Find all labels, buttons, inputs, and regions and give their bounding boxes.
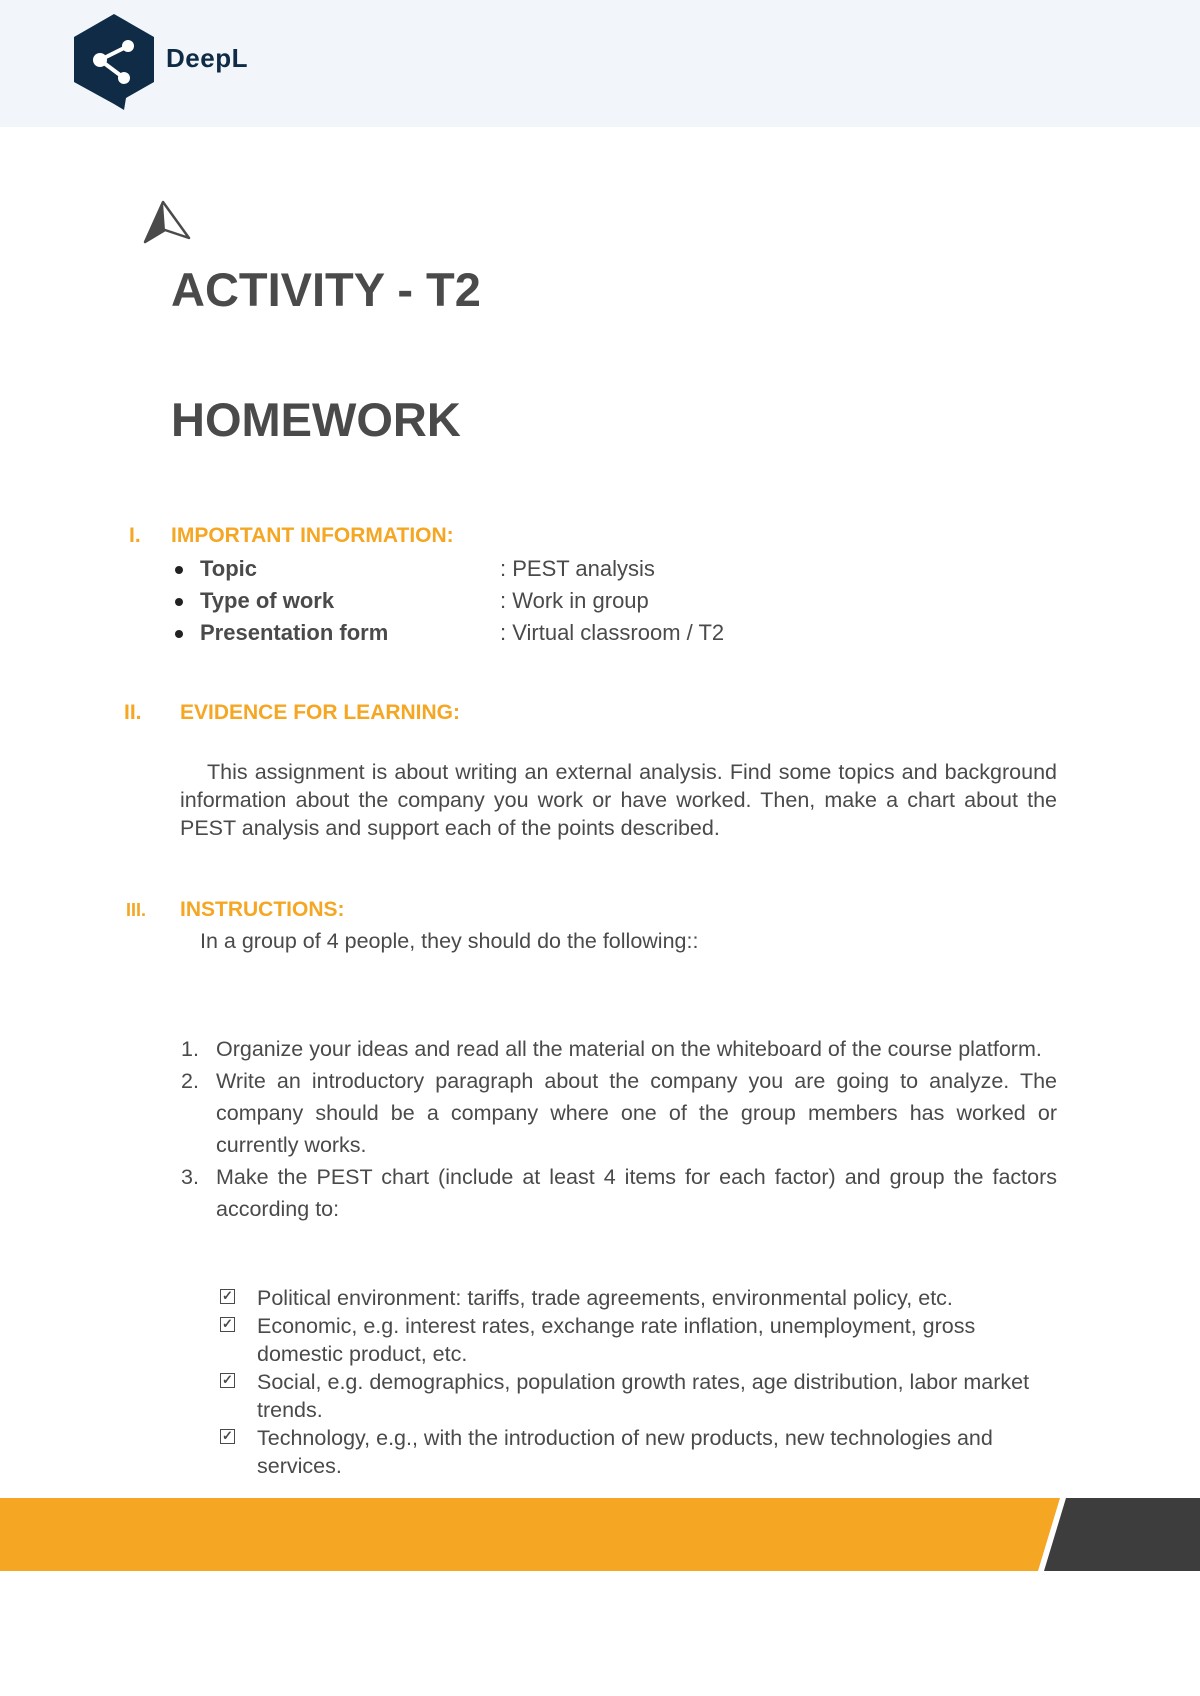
section-title-instructions: INSTRUCTIONS: [180,898,345,921]
section-title-important-information: IMPORTANT INFORMATION: [171,524,454,547]
footer-decoration-bar [0,1498,1200,1571]
step-number: 3. [181,1165,199,1189]
checkbox-icon: ✓ [220,1289,235,1304]
list-item [220,1312,1060,1368]
list-item [175,1065,1057,1161]
step-text: Write an introductory paragraph about the company you are going to analyze. The company should be a company where one of the group members has worked or currently works. [216,1069,1057,1157]
step-text: Make the PEST chart (include at least 4 items for each factor) and group the factors according to: [216,1165,1057,1221]
pest-factor-list [220,1284,1060,1480]
instructions-intro: In a group of 4 people, they should do the following:: [200,929,699,953]
factor-text: Social, e.g. demographics, population growth rates, age distribution, labor market trends. [257,1370,1030,1422]
step-number: 2. [181,1069,199,1093]
deepl-logo-icon[interactable] [70,12,158,112]
bullet-icon [175,598,183,606]
info-label: Type of work [200,588,335,613]
factor-text: Political environment: tariffs, trade agreements, environmental policy, etc. [257,1286,953,1310]
info-value: : Work in group [500,588,649,613]
deepl-logo-text[interactable]: DeepL [166,43,248,73]
list-item [175,1033,1057,1065]
homework-title: HOMEWORK [171,393,461,446]
bullet-icon [175,566,183,574]
checkbox-icon: ✓ [220,1429,235,1444]
info-value: : Virtual classroom / T2 [500,620,725,645]
info-label: Topic [200,556,258,581]
activity-title: ACTIVITY - T2 [171,263,481,316]
factor-text: Economic, e.g. interest rates, exchange rate inflation, unemployment, gross domestic product, etc. [257,1314,976,1366]
factor-text: Technology, e.g., with the introduction of new products, new technologies and services. [257,1426,993,1478]
navigation-arrow-icon [141,200,193,246]
section-number: III. [126,900,147,920]
section-number: I. [129,524,141,547]
info-value: : PEST analysis [500,556,655,581]
section-title-evidence-for-learning: EVIDENCE FOR LEARNING: [180,701,461,724]
checkbox-icon: ✓ [220,1373,235,1388]
step-text: Organize your ideas and read all the material on the whiteboard of the course platform. [216,1037,1042,1061]
instruction-steps [175,1033,1057,1225]
evidence-paragraph: This assignment is about writing an external analysis. Find some topics and background information about the company you work or have worked. Then, make a chart about the PEST analysis and support each of the points described. [180,760,1057,840]
bullet-icon [175,630,183,638]
step-number: 1. [181,1037,199,1061]
list-item [220,1368,1060,1424]
section-number: II. [124,701,142,724]
list-item [220,1424,1060,1480]
checkbox-icon: ✓ [220,1317,235,1332]
info-label: Presentation form [200,620,389,645]
list-item [175,1161,1057,1225]
list-item [220,1284,1060,1312]
deepl-header [0,0,1200,127]
